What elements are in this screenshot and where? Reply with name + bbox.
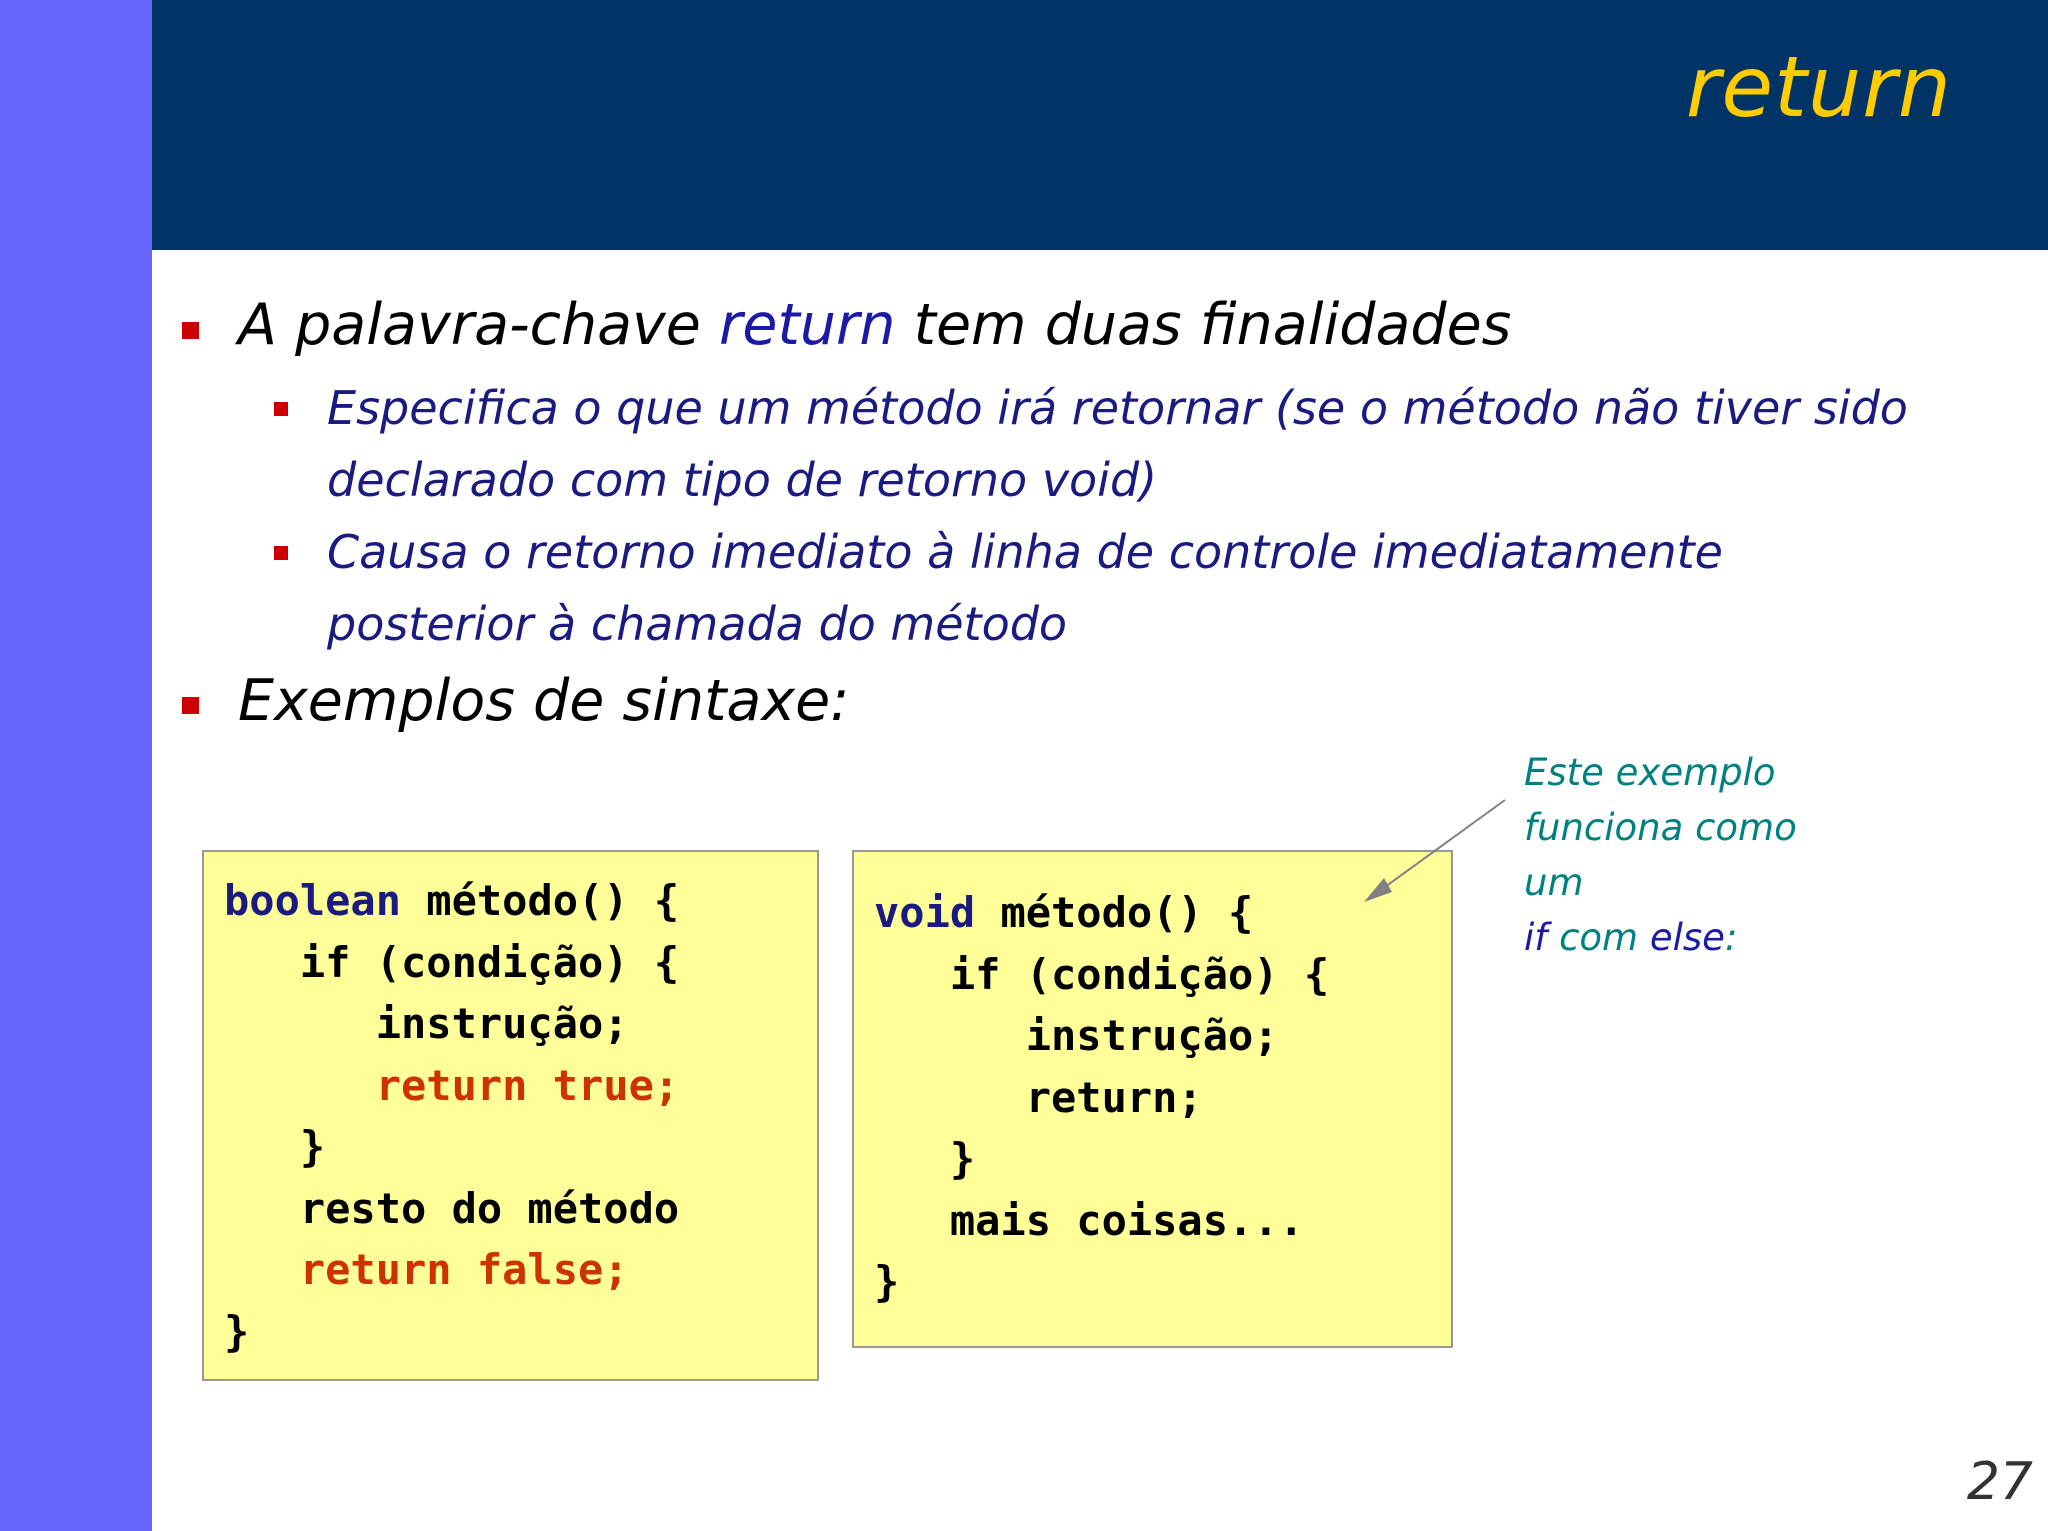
note-line: Este exemplo bbox=[1524, 751, 1776, 794]
code-line: } bbox=[874, 1257, 900, 1306]
code-text: método() { bbox=[401, 876, 680, 925]
code-line: } bbox=[224, 1306, 250, 1356]
code-line: if (condição) { bbox=[224, 937, 680, 987]
keyword-if: if bbox=[1524, 916, 1548, 959]
page-number: 27 bbox=[1966, 1452, 2033, 1512]
bullet-text: Exemplos de sintaxe: bbox=[238, 668, 850, 734]
sub-bullet-text-line: declarado com tipo de retorno void) bbox=[327, 453, 1158, 507]
bullet-text-part: tem duas finalidades bbox=[895, 292, 1512, 358]
keyword-return: return bbox=[718, 292, 896, 358]
code-return: return true; bbox=[375, 1060, 680, 1110]
slide-title: return bbox=[1685, 38, 1952, 136]
code-keyword: boolean bbox=[224, 876, 402, 925]
code-line: if (condição) { bbox=[874, 949, 1330, 999]
keyword-else: else bbox=[1649, 916, 1725, 959]
code-keyword: void bbox=[874, 888, 976, 937]
code-line: } bbox=[874, 1134, 976, 1183]
code-text: método() { bbox=[975, 888, 1254, 937]
sub-bullet-text-line: posterior à chamada do método bbox=[327, 597, 1068, 651]
code-line: instrução; bbox=[224, 999, 629, 1048]
code-line: instrução; bbox=[874, 1011, 1279, 1060]
code-line: mais coisas... bbox=[874, 1195, 1304, 1245]
sub-bullet-text-line: Causa o retorno imediato à linha de controle imediatamente bbox=[327, 525, 1723, 579]
code-line: } bbox=[224, 1122, 326, 1171]
bullet-text-part: A palavra-chave bbox=[238, 292, 719, 358]
note-line: funciona como um bbox=[1524, 806, 1797, 904]
code-line: resto do método bbox=[224, 1183, 680, 1233]
code-line: return; bbox=[874, 1072, 1203, 1122]
code-return: return false; bbox=[299, 1245, 629, 1294]
sub-bullet-text-line: Especifica o que um método irá retornar (se o método não tiver sido bbox=[327, 381, 1908, 435]
note-text: : bbox=[1724, 916, 1738, 959]
note-text: com bbox=[1547, 916, 1650, 959]
